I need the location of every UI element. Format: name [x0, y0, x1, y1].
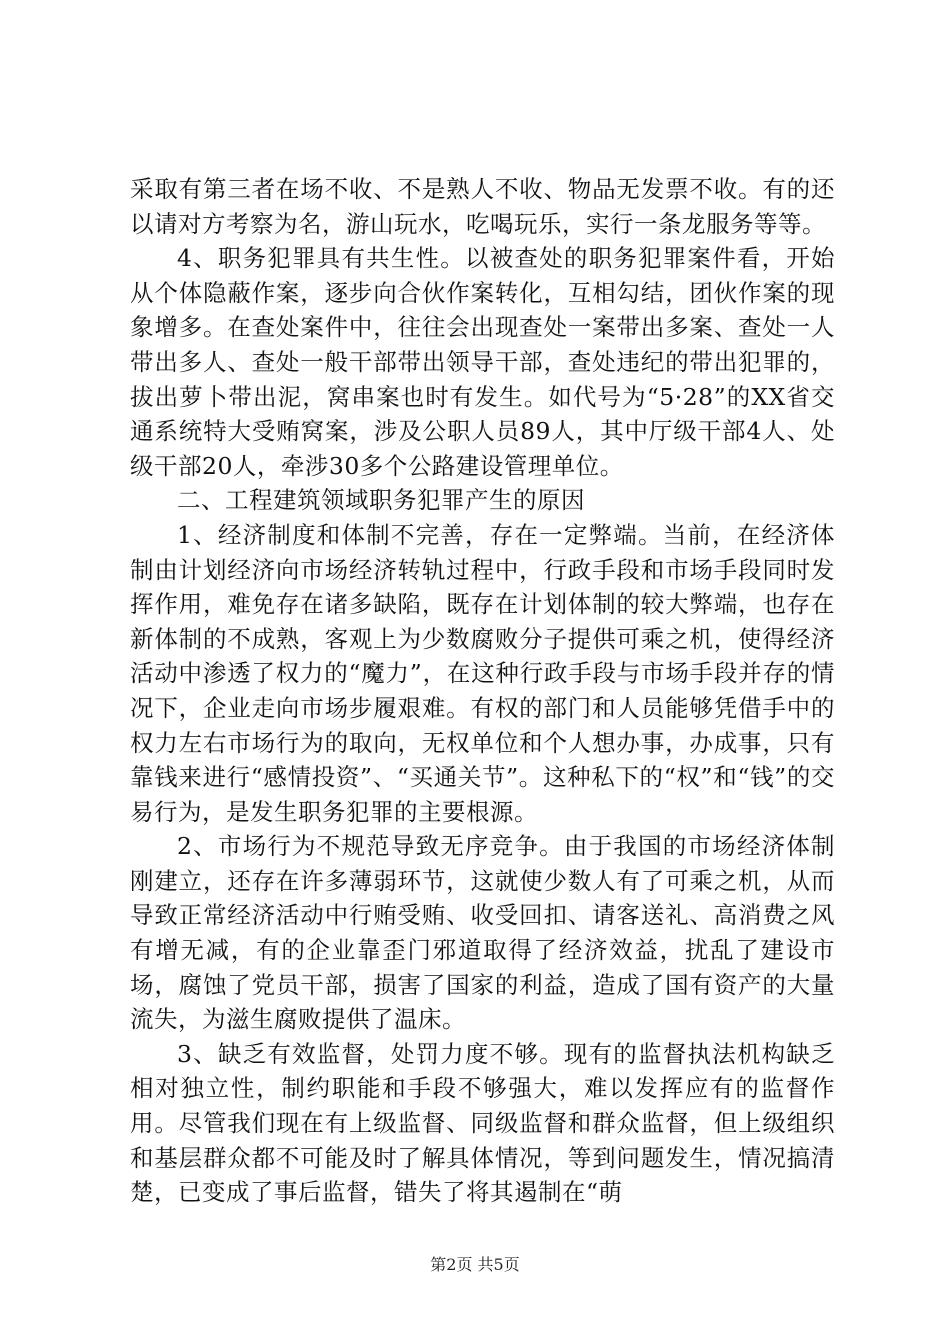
page-number-footer: 第2页 共5页 [430, 1255, 520, 1274]
paragraph-cause-2: 2、市场行为不规范导致无序竞争。由于我国的市场经济体制刚建立，还存在许多薄弱环节，这就使少数人有了可乘之机，从而导致正常经济活动中行贿受贿、收受回扣、请客送礼、高消费之风有增无减，有的企业靠歪门邪道取得了经济效益，扰乱了建设市场，腐蚀了党员干部，损害了国家的利益，造成了国有资产的大量流失，为滋生腐败提供了温床。 [130, 832, 835, 1034]
document-body [130, 172, 835, 1210]
paragraph-continuation: 采取有第三者在场不收、不是熟人不收、物品无发票不收。有的还以请对方考察为名，游山玩水，吃喝玩乐，实行一条龙服务等等。 [130, 175, 835, 238]
paragraph-cause-3: 3、缺乏有效监督，处罚力度不够。现有的监督执法机构缺乏相对独立性，制约职能和手段不够强大，难以发挥应有的监督作用。尽管我们现在有上级监督、同级监督和群众监督，但上级组织和基层群众都不可能及时了解具体情况，等到问题发生，情况搞清楚，已变成了事后监督，错失了将其遏制在“萌 [130, 1039, 835, 1207]
paragraph-cause-1: 1、经济制度和体制不完善，存在一定弊端。当前，在经济体制由计划经济向市场经济转轨过程中，行政手段和市场手段同时发挥作用，难免存在诸多缺陷，既存在计划体制的较大弊端，也存在新体制的不成熟，客观上为少数腐败分子提供可乘之机，使得经济活动中渗透了权力的“魔力”，在这种行政手段与市场手段并存的情况下，企业走向市场步履艰难。有权的部门和人员能够凭借手中的权力左右市场行为的取向，无权单位和个人想办事，办成事，只有靠钱来进行“感情投资”、“买通关节”。这种私下的“权”和“钱”的交易行为，是发生职务犯罪的主要根源。 [130, 520, 835, 826]
section-heading-causes: 二、工程建筑领域职务犯罪产生的原因 [177, 486, 585, 515]
paragraph-point-4: 4、职务犯罪具有共生性。以被查处的职务犯罪案件看，开始从个体隐蔽作案，逐步向合伙作案转化，互相勾结，团伙作案的现象增多。在查处案件中，往往会出现查处一案带出多案、查处一人带出多人、查处一般干部带出领导干部，查处违纪的带出犯罪的，拔出萝卜带出泥，窝串案也时有发生。如代号为“5·28”的XX省交通系统特大受贿窝案，涉及公职人员89人，其中厅级干部4人、处级干部20人，牵涉30多个公路建设管理单位。 [130, 244, 835, 480]
